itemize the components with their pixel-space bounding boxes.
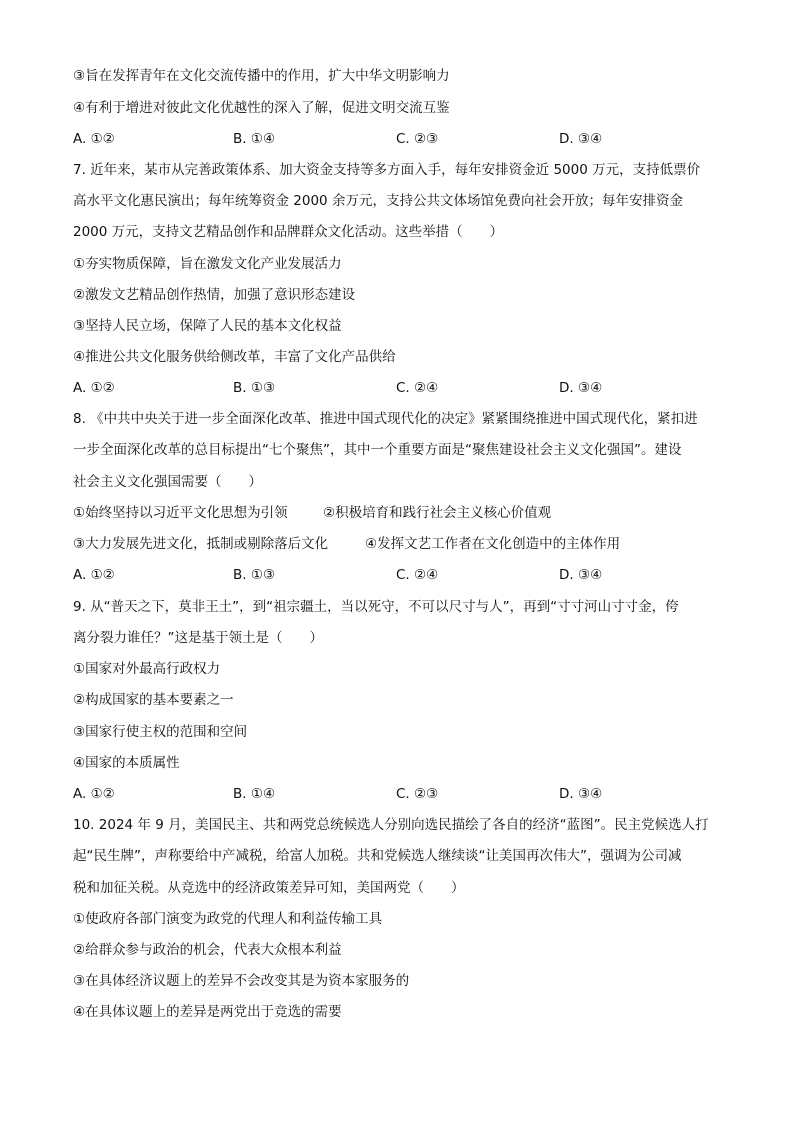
q8-choice-a[interactable]: A. ①② bbox=[73, 567, 115, 583]
q9-option-1: ①国家对外最高行政权力 bbox=[73, 661, 221, 677]
q8-options-row-2 bbox=[73, 534, 723, 554]
q9-option-2: ②构成国家的基本要素之一 bbox=[73, 692, 234, 708]
q10-option-3: ③在具体经济议题上的差异不会改变其是为资本家服务的 bbox=[73, 973, 410, 989]
q6-option-3: ③旨在发挥青年在文化交流传播中的作用，扩大中华文明影响力 bbox=[73, 68, 450, 84]
q7-choice-d[interactable]: D. ③④ bbox=[559, 380, 603, 396]
q6-choice-c[interactable]: C. ②③ bbox=[396, 131, 439, 147]
q10-option-4: ④在具体议题上的差异是两党出于竞选的需要 bbox=[73, 1004, 342, 1020]
q9-choice-d[interactable]: D. ③④ bbox=[559, 786, 603, 802]
q8-stem-line-1: 8. 《中共中央关于进一步全面深化改革、推进中国式现代化的决定》紧紧围绕推进中国式现代化，紧扣进 bbox=[73, 411, 698, 427]
q8-option-4: ④发挥文艺工作者在文化创造中的主体作用 bbox=[365, 536, 621, 552]
q10-stem-line-2: 起“民生牌”，声称要给中产减税，给富人加税。共和党候选人继续谈“让美国再次伟大”，强调为公司减 bbox=[73, 848, 682, 864]
q9-choice-b[interactable]: B. ①④ bbox=[233, 786, 276, 802]
q8-choices bbox=[73, 565, 723, 585]
q8-options-row-1 bbox=[73, 503, 723, 523]
q7-choice-a[interactable]: A. ①② bbox=[73, 380, 115, 396]
q8-option-1: ①始终坚持以习近平文化思想为引领 bbox=[73, 505, 288, 521]
q7-choice-c[interactable]: C. ②④ bbox=[396, 380, 439, 396]
q9-stem-line-2: 离分裂力谁任？”这是基于领土是（ ） bbox=[73, 630, 323, 646]
q9-choices bbox=[73, 784, 723, 804]
q7-option-1: ①夯实物质保障，旨在激发文化产业发展活力 bbox=[73, 256, 342, 272]
q7-option-4: ④推进公共文化服务供给侧改革，丰富了文化产品供给 bbox=[73, 349, 396, 365]
q7-option-3: ③坚持人民立场，保障了人民的基本文化权益 bbox=[73, 318, 342, 334]
q10-option-1: ①使政府各部门演变为政党的代理人和利益传输工具 bbox=[73, 911, 383, 927]
q10-stem-line-1: 10. 2024 年 9 月，美国民主、共和两党总统候选人分别向选民描绘了各自的经济“蓝图”。民主党候选人打 bbox=[73, 817, 709, 833]
q10-stem-line-3: 税和加征关税。从竞选中的经济政策差异可知，美国两党（ ） bbox=[73, 880, 465, 896]
q7-stem-line-1: 7. 近年来，某市从完善政策体系、加大资金支持等多方面入手，每年安排资金近 5000 万元，支持低票价 bbox=[73, 162, 701, 178]
q6-choice-b[interactable]: B. ①④ bbox=[233, 131, 276, 147]
q8-option-3: ③大力发展先进文化，抵制或剔除落后文化 bbox=[73, 536, 329, 552]
q6-choice-d[interactable]: D. ③④ bbox=[559, 131, 603, 147]
q6-choices bbox=[73, 129, 723, 149]
q8-option-2: ②积极培育和践行社会主义核心价值观 bbox=[323, 505, 552, 521]
q7-stem-line-2: 高水平文化惠民演出；每年统筹资金 2000 余万元，支持公共文体场馆免费向社会开放；每年安排资金 bbox=[73, 193, 683, 209]
q9-option-3: ③国家行使主权的范围和空间 bbox=[73, 724, 248, 740]
q8-choice-b[interactable]: B. ①③ bbox=[233, 567, 276, 583]
q9-choice-c[interactable]: C. ②③ bbox=[396, 786, 439, 802]
q9-option-4: ④国家的本质属性 bbox=[73, 755, 180, 771]
q6-option-4: ④有利于增进对彼此文化优越性的深入了解，促进文明交流互鉴 bbox=[73, 100, 450, 116]
q7-option-2: ②激发文艺精品创作热情，加强了意识形态建设 bbox=[73, 287, 356, 303]
q8-stem-line-3: 社会主义文化强国需要（ ） bbox=[73, 474, 262, 490]
q9-stem-line-1: 9. 从“普天之下，莫非王土”，到“祖宗疆土，当以死守，不可以尺寸与人”，再到“寸寸河山寸寸金，侉 bbox=[73, 599, 679, 615]
q8-stem-line-2: 一步全面深化改革的总目标提出“七个聚焦”，其中一个重要方面是“聚焦建设社会主义文化强国”。建设 bbox=[73, 442, 682, 458]
q7-choices bbox=[73, 378, 723, 398]
q6-choice-a[interactable]: A. ①② bbox=[73, 131, 115, 147]
q8-choice-c[interactable]: C. ②④ bbox=[396, 567, 439, 583]
q9-choice-a[interactable]: A. ①② bbox=[73, 786, 115, 802]
q7-stem-line-3: 2000 万元，支持文艺精品创作和品牌群众文化活动。这些举措（ ） bbox=[73, 224, 504, 240]
q7-choice-b[interactable]: B. ①③ bbox=[233, 380, 276, 396]
q10-option-2: ②给群众参与政治的机会，代表大众根本利益 bbox=[73, 942, 342, 958]
q8-choice-d[interactable]: D. ③④ bbox=[559, 567, 603, 583]
